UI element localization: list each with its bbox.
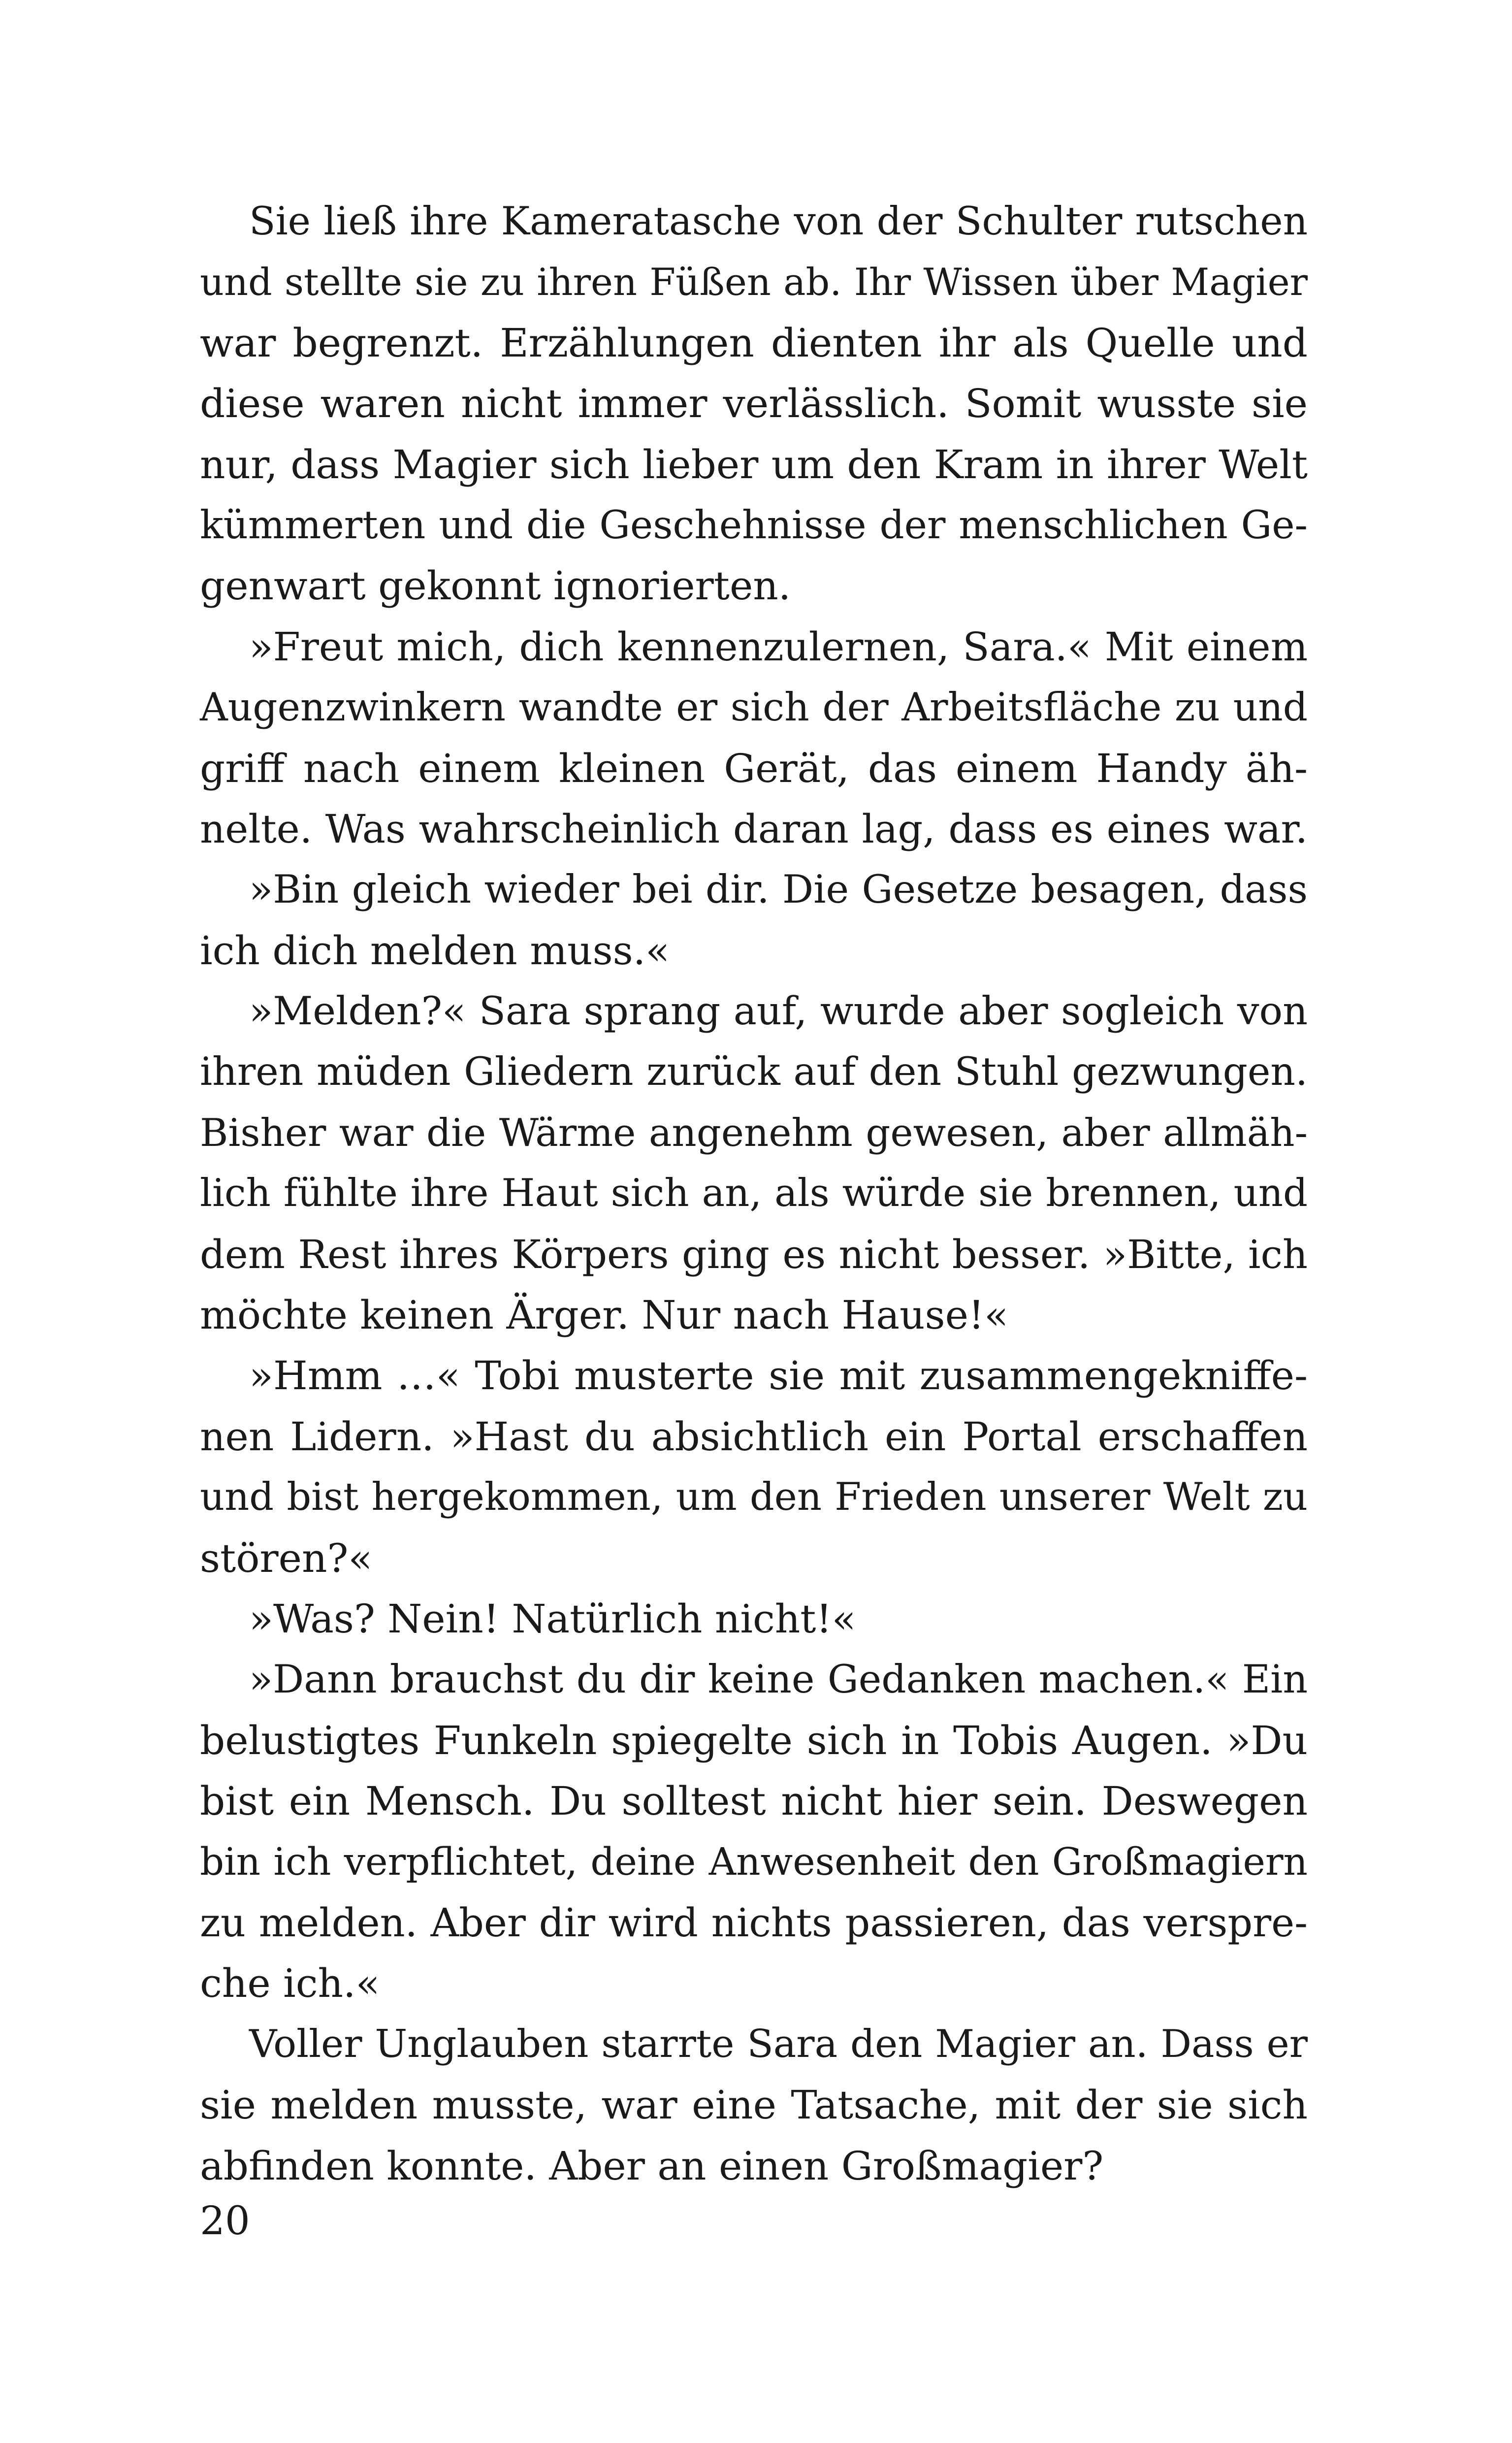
text-line: Sie ließ ihre Kameratasche von der Schulter rutschen bbox=[249, 199, 1308, 244]
text-line: nelte. Was wahrscheinlich daran lag, dass es eines war. bbox=[200, 806, 1308, 852]
text-line: bist ein Mensch. Du solltest nicht hier sein. Deswegen bbox=[200, 1778, 1308, 1824]
text-line: abfinden konnte. Aber an einen Großmagier? bbox=[200, 2143, 1104, 2189]
text-line: zu melden. Aber dir wird nichts passieren, das verspre- bbox=[200, 1899, 1308, 1946]
text-line: genwart gekonnt ignorierten. bbox=[200, 563, 791, 609]
text-line: kümmerten und die Geschehnisse der menschlichen Ge- bbox=[200, 502, 1308, 548]
text-line: ihren müden Gliedern zurück auf den Stuhl gezwungen. bbox=[200, 1049, 1308, 1095]
text-line: »Melden?« Sara sprang auf, wurde aber sogleich von bbox=[249, 988, 1308, 1034]
body-text bbox=[200, 191, 1308, 2196]
text-line: »Freut mich, dich kennenzulernen, Sara.« Mit einem bbox=[249, 623, 1308, 670]
text-line: dem Rest ihres Körpers ging es nicht besser. »Bitte, ich bbox=[200, 1231, 1308, 1277]
text-line: ich dich melden muss.« bbox=[200, 927, 670, 974]
text-line: che ich.« bbox=[200, 1960, 380, 2007]
text-line: und bist hergekommen, um den Frieden unserer Welt zu bbox=[200, 1475, 1308, 1520]
page-number: 20 bbox=[200, 2198, 250, 2244]
text-line: Augenzwinkern wandte er sich der Arbeitsfläche zu und bbox=[200, 684, 1308, 730]
text-line: diese waren nicht immer verlässlich. Somit wusste sie bbox=[200, 381, 1308, 427]
text-line: und stellte sie zu ihren Füßen ab. Ihr Wissen über Magier bbox=[200, 260, 1308, 304]
text-line: war begrenzt. Erzählungen dienten ihr als Quelle und bbox=[200, 320, 1308, 366]
text-line: möchte keinen Ärger. Nur nach Hause!« bbox=[200, 1292, 1009, 1338]
text-line: Voller Unglauben starrte Sara den Magier an. Dass er bbox=[249, 2021, 1308, 2066]
text-line: sie melden musste, war eine Tatsache, mit der sie sich bbox=[200, 2082, 1308, 2128]
text-line: »Hmm …« Tobi musterte sie mit zusammengekniffe- bbox=[249, 1353, 1308, 1399]
text-line: griff nach einem kleinen Gerät, das einem Handy äh- bbox=[200, 745, 1308, 791]
text-line: »Dann brauchst du dir keine Gedanken machen.« Ein bbox=[249, 1657, 1308, 1702]
text-line: Bisher war die Wärme angenehm gewesen, aber allmäh- bbox=[200, 1110, 1308, 1155]
text-line: lich fühlte ihre Haut sich an, als würde sie brennen, und bbox=[200, 1171, 1308, 1216]
text-line: nen Lidern. »Hast du absichtlich ein Portal erschaffen bbox=[200, 1413, 1308, 1460]
text-line: bin ich verpflichtet, deine Anwesenheit den Großmagiern bbox=[200, 1840, 1308, 1884]
text-line: belustigtes Funkeln spiegelte sich in Tobis Augen. »Du bbox=[200, 1717, 1308, 1763]
text-line: »Bin gleich wieder bei dir. Die Gesetze besagen, dass bbox=[249, 867, 1308, 912]
text-line: »Was? Nein! Natürlich nicht!« bbox=[249, 1596, 856, 1642]
text-line: nur, dass Magier sich lieber um den Kram in ihrer Welt bbox=[200, 441, 1308, 488]
text-line: stören?« bbox=[200, 1535, 373, 1581]
